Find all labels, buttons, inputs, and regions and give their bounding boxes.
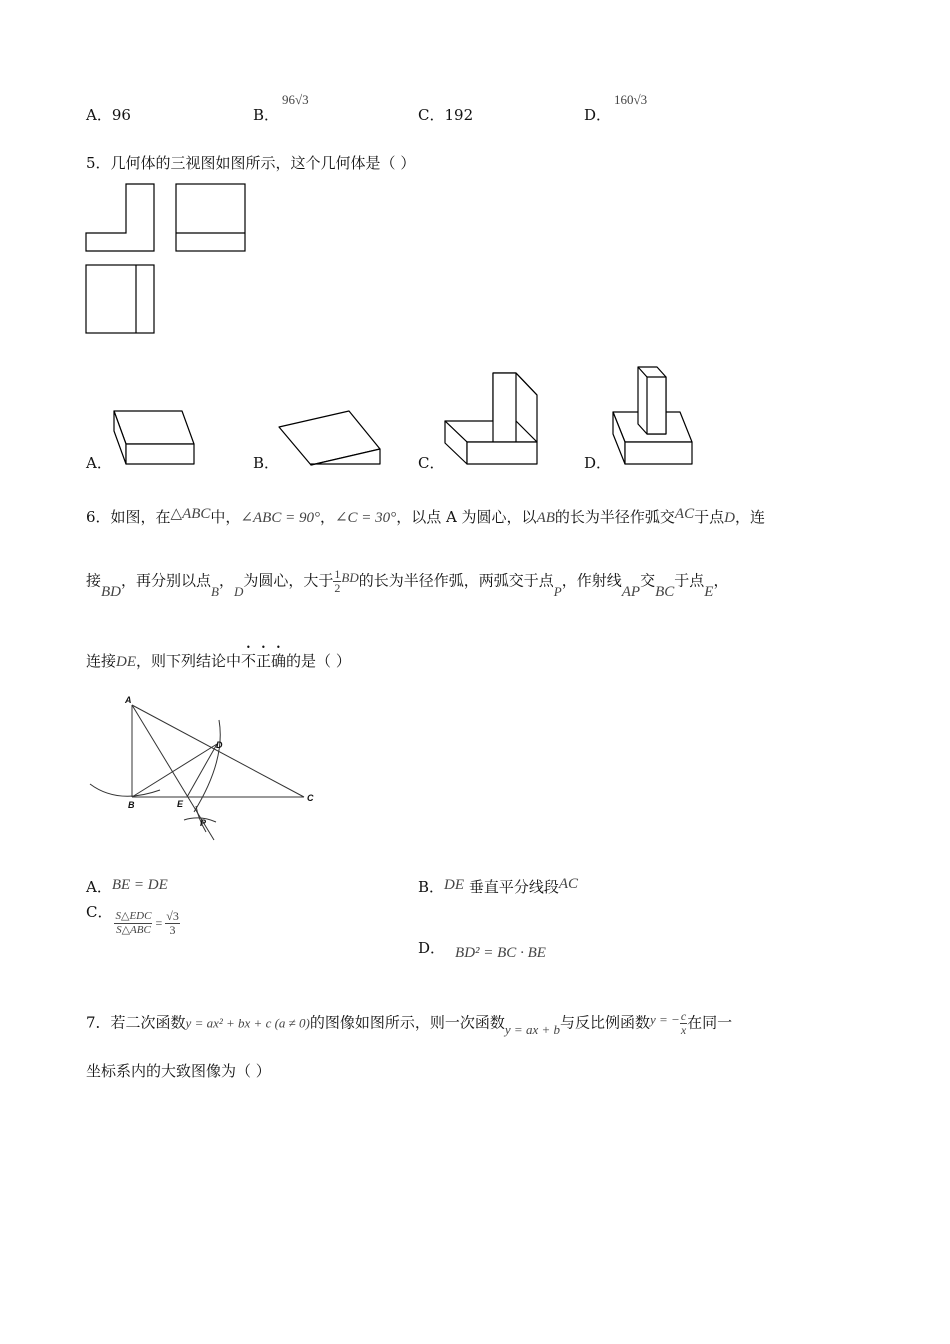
q6-text: 连接 (86, 652, 117, 670)
q6-option-d-letter: D． (418, 939, 446, 957)
q5-option-d-letter: D． (584, 454, 612, 472)
q6-label-b: B (128, 800, 135, 810)
q6-point-p: P (553, 583, 562, 599)
q6-text: 于点 (694, 508, 725, 526)
q4-option-b-letter: B． (253, 106, 280, 124)
q6-option-c-area-fraction (114, 910, 152, 937)
q6-point-d: D (234, 583, 244, 599)
q6-point-b: B (211, 583, 219, 599)
q7-inverse-function-prefix: y = − (650, 1011, 680, 1027)
fraction-denominator: 2 (334, 581, 341, 595)
q6-segment-ac: AC (674, 506, 695, 522)
q6-text: ，作射线 (561, 571, 622, 590)
segment-bd (132, 744, 217, 797)
q6-emphasis-not-correct: 不正确 (241, 652, 287, 670)
q6-text: 中， (210, 508, 241, 526)
q6-segment-bc: BC (655, 583, 675, 600)
q7-line-2: 坐标系内的大致图像为（ ） (86, 1062, 271, 1080)
segment-ac (132, 705, 304, 797)
q6-segment-ab: AB (536, 510, 555, 526)
fraction-numerator: S△EDC (115, 910, 152, 922)
q4-option-c-letter: C． (418, 106, 445, 124)
q6-option-a-letter: A． (86, 878, 112, 896)
q6-option-b-de: DE (444, 877, 465, 893)
q6-label-c: C (307, 793, 314, 803)
q6-text: ， (713, 571, 729, 590)
q4-option-d-letter: D． (584, 106, 612, 124)
arc-center-a-upper (194, 720, 220, 812)
q6-text: 接 (86, 571, 102, 590)
q5-option-c-letter: C． (418, 454, 445, 472)
segment-de (187, 744, 217, 797)
q7-linear-function: y = ax + b (504, 1021, 560, 1037)
q6-segment-bd: BD (341, 569, 359, 585)
q6-text: ， (319, 508, 335, 526)
fraction-numerator: c (680, 1009, 687, 1023)
q7-line-1 (86, 1010, 732, 1037)
q4-option-b-value: 96√3 (282, 92, 309, 107)
q6-option-b-text: 垂直平分线段 (468, 878, 559, 896)
q6-segment-bd: BD (101, 583, 122, 600)
q6-segment-de: DE (116, 654, 137, 670)
q4-option-d-value: 160√3 (614, 92, 648, 107)
q6-label-a: A (125, 695, 132, 705)
q6-text: 交 (640, 571, 656, 590)
q6-ray-ap: AP (621, 583, 641, 600)
q6-option-c (86, 903, 180, 937)
q6-option-d-expr: BD² = BC · BE (455, 945, 546, 961)
q6-option-b-ac: AC (558, 876, 578, 892)
q6-text: 6．如图，在 (86, 508, 171, 526)
fraction-numerator: √3 (166, 909, 179, 923)
q6-option-a (86, 876, 168, 897)
q6-label-d: D (216, 740, 223, 750)
q6-point-d: D (724, 510, 735, 526)
q6-triangle-abc: △ABC (170, 506, 211, 522)
q5-option-a-letter: A． (86, 454, 112, 472)
q6-angle-abc: ∠ABC = 90° (240, 510, 320, 526)
q6-text: 的长为半径作弧交 (554, 508, 675, 526)
q4-option-a-value: 96 (111, 106, 131, 124)
q6-option-c-letter: C． (86, 903, 113, 921)
q6-text: ，连 (734, 508, 765, 526)
q7-text: 在同一 (687, 1013, 733, 1032)
q6-option-b (418, 876, 578, 897)
q6-option-c-equals: = (155, 916, 163, 930)
q7-text: 的图像如图所示，则一次函数 (309, 1013, 505, 1032)
q6-text: ，则下列结论中 (136, 652, 242, 670)
q6-option-b-letter: B． (418, 878, 445, 896)
q7-text: 7．若二次函数 (86, 1013, 186, 1032)
fraction-numerator: 1 (334, 567, 341, 581)
q6-point-e: E (704, 583, 714, 600)
q6-label-p: P (200, 818, 207, 828)
q6-text: ，再分别以点 (121, 571, 212, 590)
fraction-denominator: 3 (169, 923, 176, 937)
q6-option-c-root-fraction (165, 910, 180, 937)
q7-quadratic-function: y = ax² + bx + c (a ≠ 0) (185, 1015, 310, 1031)
q6-option-d (418, 937, 546, 961)
q6-text: ，以点 A 为圆心，以 (396, 508, 537, 526)
q4-option-a-letter: A． (86, 106, 112, 124)
q6-text: 为圆心，大于 (243, 571, 334, 590)
q6-option-a-expr: BE = DE (111, 877, 168, 893)
q6-text: ， (218, 571, 234, 590)
q6-text: 的是（ ） (286, 652, 351, 670)
fraction-denominator: S△ABC (116, 924, 151, 936)
q6-text: 的长为半径作弧，两弧交于点 (358, 571, 554, 590)
fraction-denominator: x (680, 1023, 687, 1037)
q6-text: 于点 (674, 571, 705, 590)
q5-stem: 5．几何体的三视图如图所示，这个几何体是（ ） (86, 154, 416, 172)
q5-option-b-letter: B． (253, 454, 280, 472)
q7-text: 与反比例函数 (560, 1013, 651, 1032)
q6-label-e: E (177, 799, 184, 809)
q6-angle-c: ∠C = 30° (334, 510, 397, 526)
q4-option-c-value: 192 (444, 106, 474, 124)
